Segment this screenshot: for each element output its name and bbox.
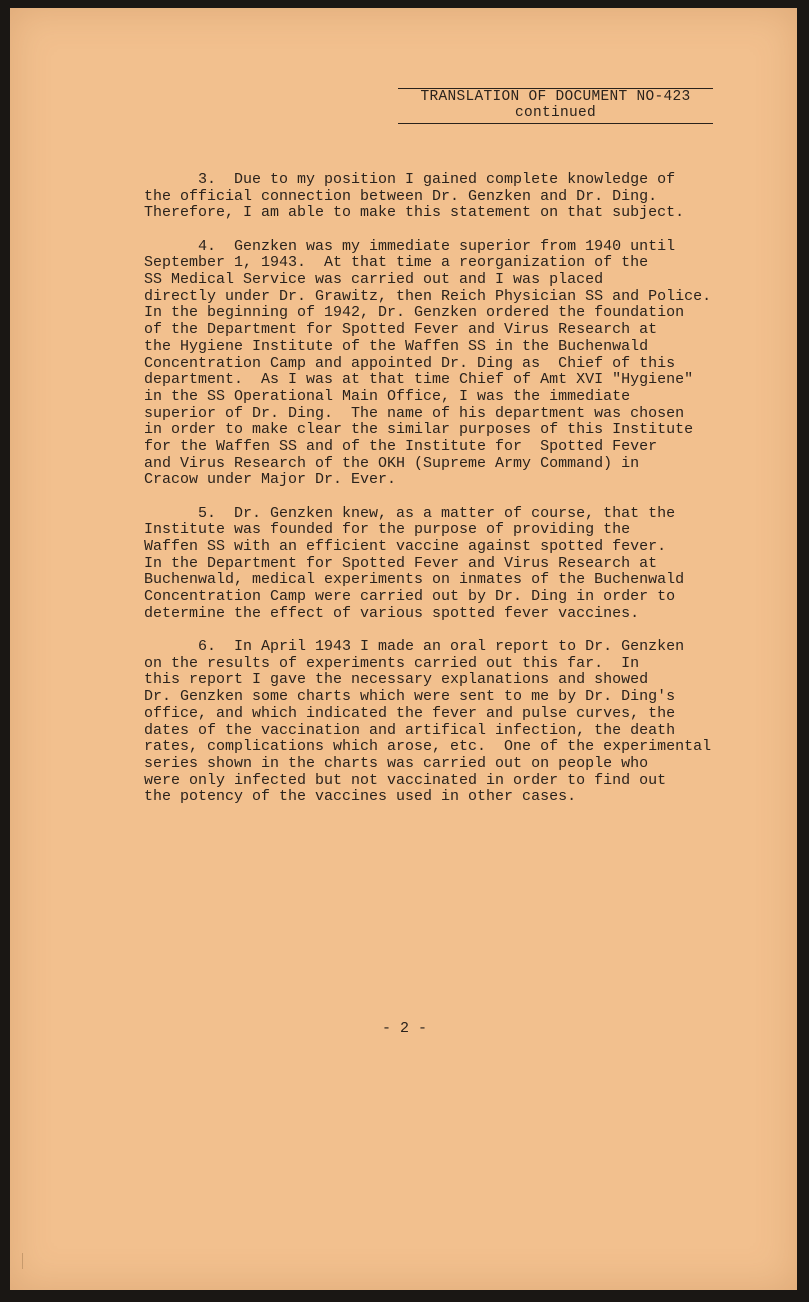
text-line: directly under Dr. Grawitz, then Reich Physician SS and Police. (144, 287, 712, 305)
text-line: September 1, 1943. At that time a reorganization of the (144, 254, 649, 272)
text-line: for the Waffen SS and of the Institute for Spotted Fever (144, 438, 658, 456)
text-line: and Virus Research of the OKH (Supreme Army Command) in (144, 454, 640, 472)
text-line: office, and which indicated the fever and pulse curves, the (144, 704, 676, 722)
text-line: in order to make clear the similar purposes of this Institute (144, 421, 694, 439)
text-line: Concentration Camp were carried out by Dr. Ding in order to (144, 588, 676, 606)
document-header (398, 82, 713, 124)
text-line: 5. Dr. Genzken knew, as a matter of course, that the (144, 504, 676, 522)
text-line: Cracow under Major Dr. Ever. (144, 471, 397, 489)
text-line: on the results of experiments carried out this far. In (144, 654, 640, 672)
paragraph-4 (144, 239, 769, 490)
text-line: were only infected but not vaccinated in order to find out (144, 771, 667, 789)
text-line: the Hygiene Institute of the Waffen SS in the Buchenwald (144, 337, 649, 355)
text-line: Therefore, I am able to make this statement on that subject. (144, 204, 685, 222)
text-line: 4. Genzken was my immediate superior from 1940 until (144, 237, 676, 255)
text-line: in the SS Operational Main Office, I was the immediate (144, 387, 631, 405)
text-line: department. As I was at that time Chief of Amt XVI "Hygiene" (144, 371, 694, 389)
paragraph-6 (144, 639, 769, 806)
text-line: determine the effect of various spotted fever vaccines. (144, 604, 640, 622)
text-line: Dr. Genzken some charts which were sent to me by Dr. Ding's (144, 688, 676, 706)
text-line: the official connection between Dr. Genzken and Dr. Ding. (144, 187, 658, 205)
header-subtitle: continued (514, 105, 596, 121)
document-body (144, 172, 769, 823)
text-line: Waffen SS with an efficient vaccine against spotted fever. (144, 538, 667, 556)
text-line: series shown in the charts was carried out on people who (144, 755, 649, 772)
text-line: rates, complications which arose, etc. One of the experimental (144, 738, 712, 756)
text-line: In the beginning of 1942, Dr. Genzken ordered the foundation (144, 304, 685, 322)
text-line: 3. Due to my position I gained complete knowledge of (144, 171, 676, 188)
page-number: - 2 - (381, 1020, 427, 1037)
paragraph-3 (144, 172, 769, 222)
text-line: the potency of the vaccines used in other cases. (144, 788, 577, 806)
text-line: SS Medical Service was carried out and I was placed (144, 271, 604, 289)
text-line: superior of Dr. Ding. The name of his department was chosen (144, 404, 685, 422)
text-line: 6. In April 1943 I made an oral report to Dr. Genzken (144, 638, 685, 656)
header-rule-bottom (398, 123, 713, 124)
paragraph-5 (144, 506, 769, 623)
text-line: dates of the vaccination and artifical infection, the death (144, 721, 676, 739)
text-line: Concentration Camp and appointed Dr. Ding as Chief of this (144, 354, 676, 372)
header-title: TRANSLATION OF DOCUMENT NO-423 (420, 89, 691, 105)
text-line: Buchenwald, medical experiments on inmates of the Buchenwald (144, 571, 685, 589)
text-line: Institute was founded for the purpose of providing the (144, 521, 631, 539)
page-edge-mark (22, 1253, 26, 1269)
text-line: In the Department for Spotted Fever and Virus Research at (144, 554, 658, 572)
text-line: this report I gave the necessary explanations and showed (144, 671, 649, 689)
text-line: of the Department for Spotted Fever and Virus Research at (144, 321, 658, 339)
